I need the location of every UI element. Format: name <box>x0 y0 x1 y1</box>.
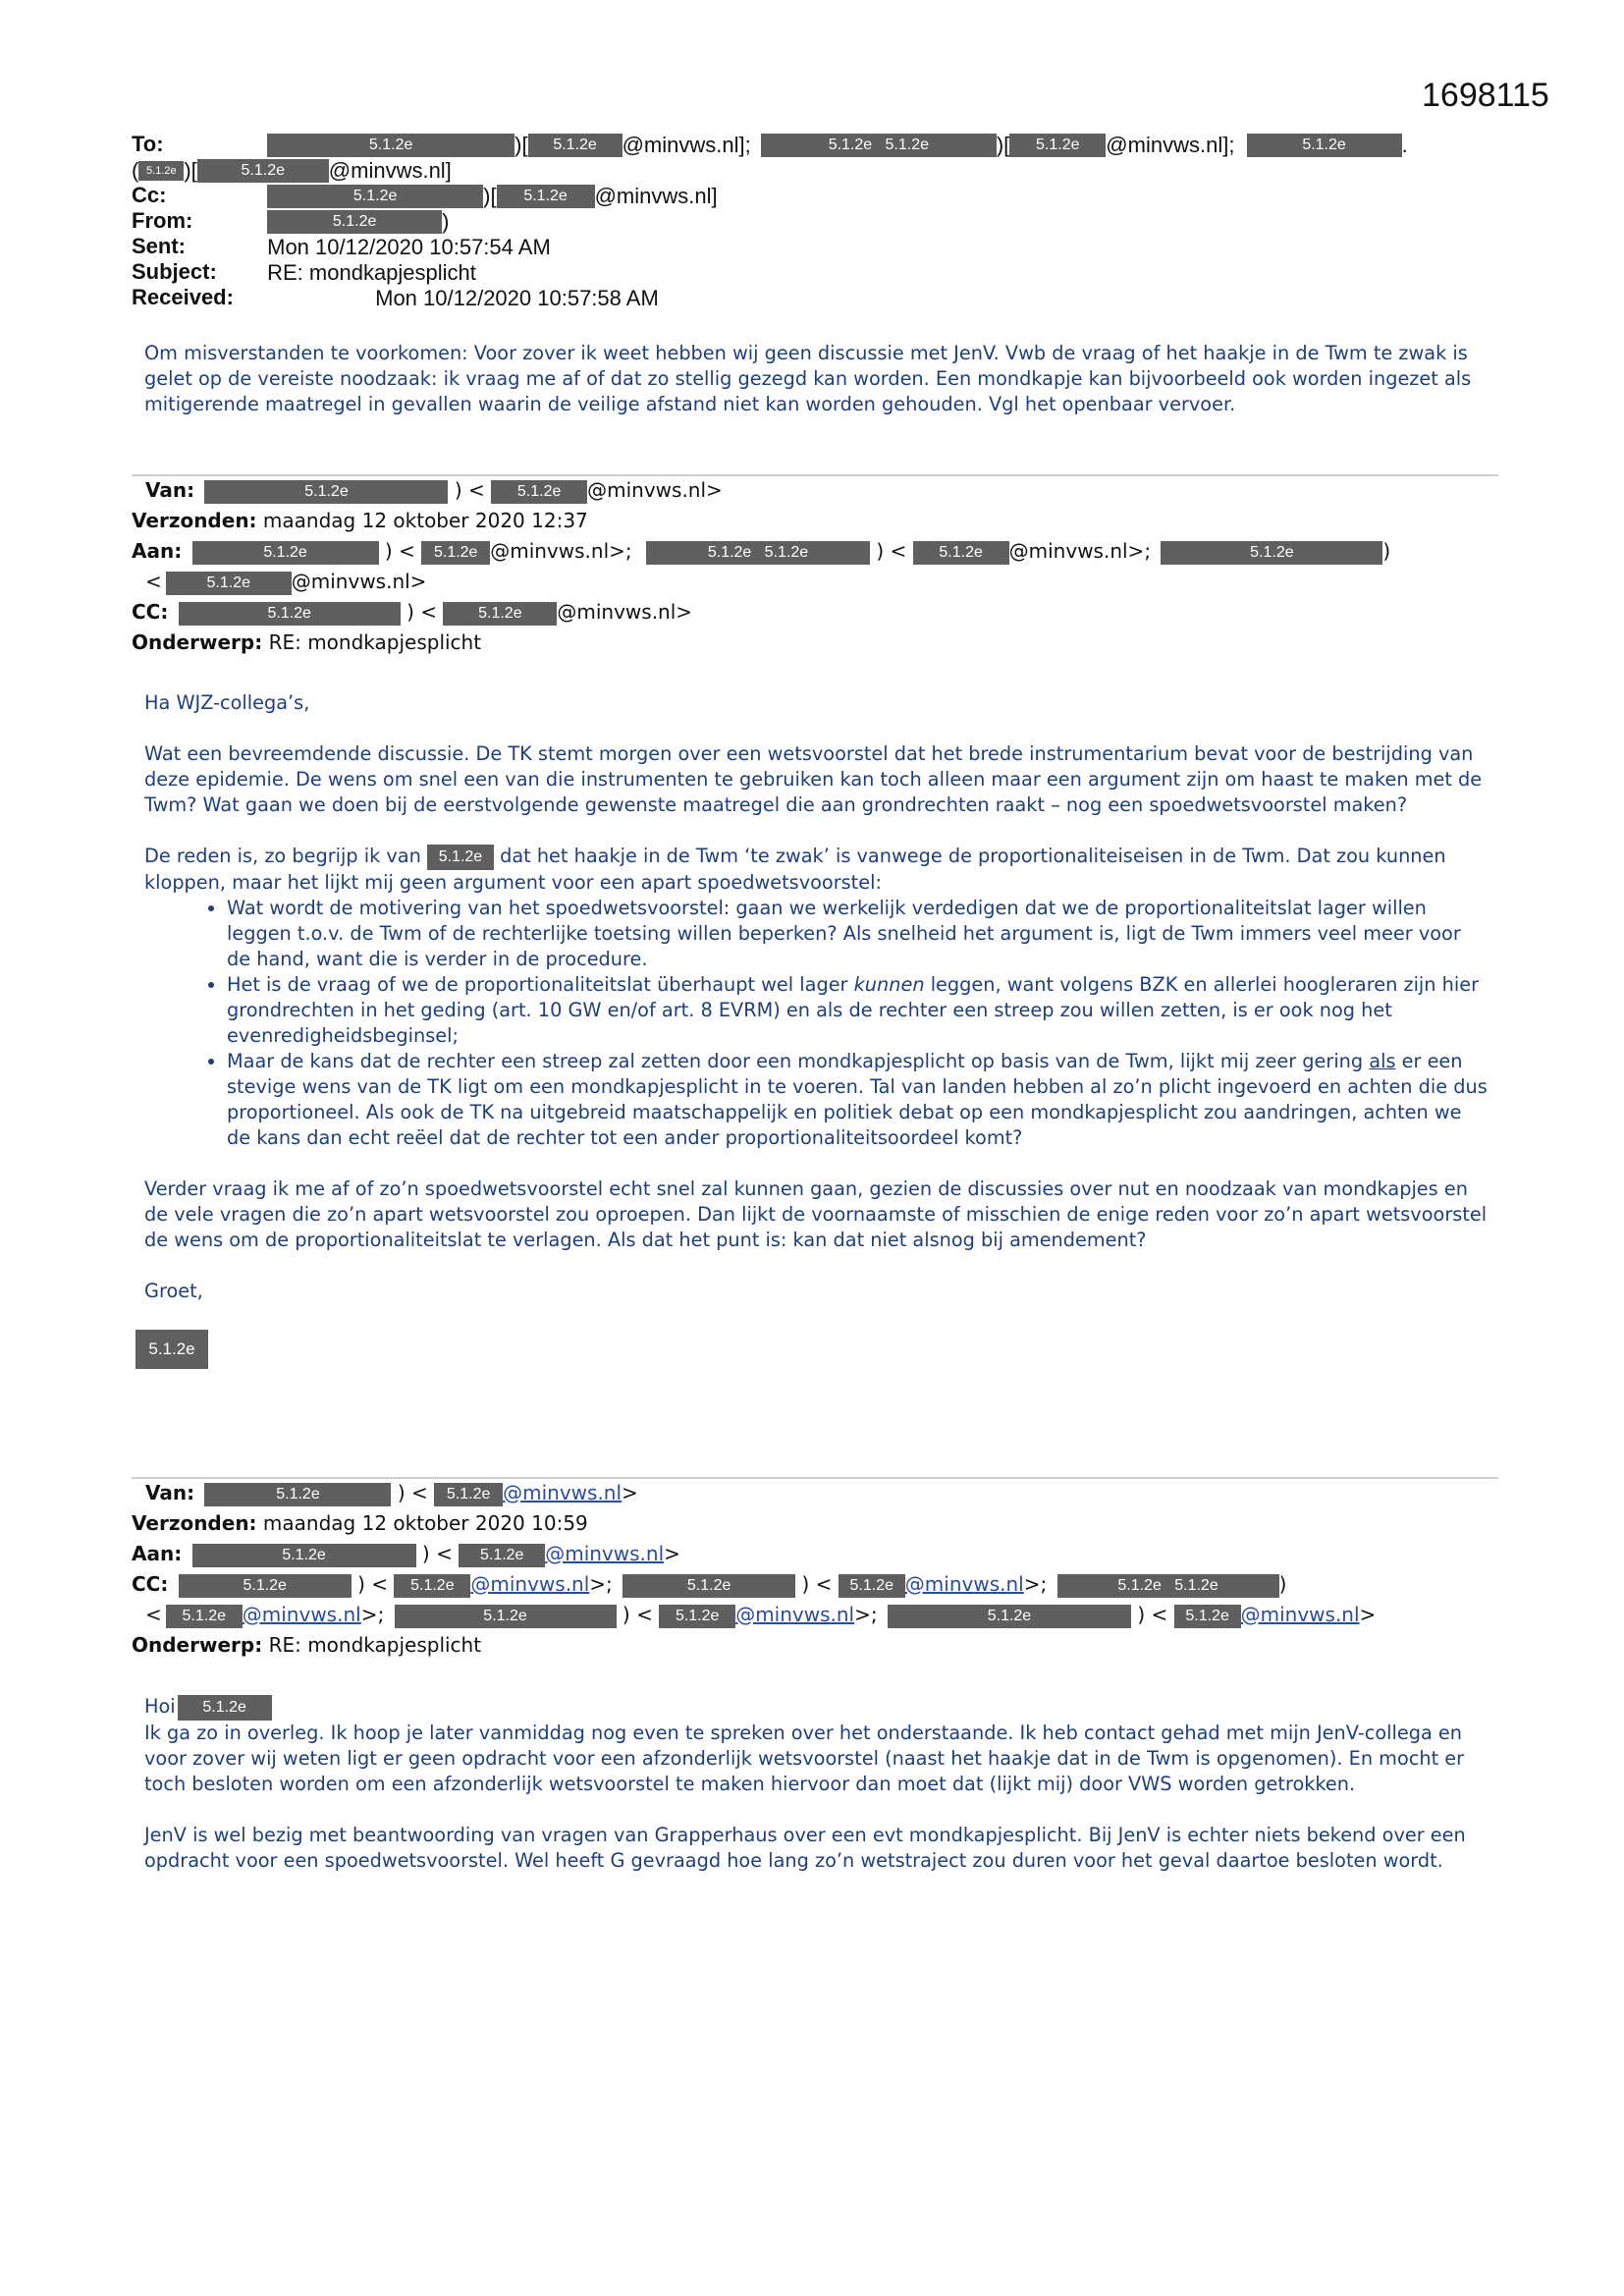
email-domain: @minvws.nl>; <box>490 539 632 563</box>
redaction: 5.1.2e <box>267 210 442 234</box>
redaction: 5.1.2e <box>394 1574 470 1598</box>
redaction: 5.1.2e <box>204 1483 391 1506</box>
email-domain: @minvws.nl]; <box>1106 133 1235 158</box>
bullet-list <box>144 896 1489 1151</box>
aan-line-2: < 5.1.2e @minvws.nl> <box>145 570 427 593</box>
redaction: 5.1.2e <box>497 185 595 208</box>
email-link[interactable]: @minvws.nl <box>545 1542 665 1565</box>
email-domain: @minvws.nl]; <box>622 133 751 158</box>
cc-label: CC: <box>132 600 169 624</box>
onderwerp-label: Onderwerp: <box>132 1633 263 1657</box>
email-link[interactable]: @minvws.nl <box>904 1572 1024 1596</box>
redaction: 5.1.2e <box>1174 1605 1241 1628</box>
aan-label: Aan: <box>132 1542 183 1565</box>
onderwerp-value: RE: mondkapjesplicht <box>268 630 482 654</box>
cc-label: CC: <box>132 1572 169 1596</box>
email-link[interactable]: @minvws.nl <box>1240 1603 1360 1626</box>
van-line: Van: 5.1.2e ) < 5.1.2e @minvws.nl> <box>145 1481 638 1504</box>
message-3-body <box>144 1694 1489 1874</box>
paragraph-2: JenV is wel bezig met beantwoording van vragen van Grapperhaus over een evt mondkapjesplicht. Bij JenV is echter niets bekend over een opdracht voor een spoedwetsvoorstel. Wel heeft G gevraagd hoe lang zo’n wetstraject zou duren voor het geval daartoe besloten wordt. <box>144 1823 1466 1872</box>
paragraph-1: Ik ga zo in overleg. Ik hoop je later vanmiddag nog even te spreken over het onderstaande. Ik heb contact gehad met mijn JenV-collega en voor zover wij weten ligt er geen opdracht voor een afzonderlijk wetsvoorstel (naast het haakje dat in de Twm is opgenomen). En mocht er toch besloten worden om een afzonderlijk wetsvoorstel te maken hiervoor dan moet dat (lijkt mij) door VWS worden getrokken. <box>144 1721 1465 1795</box>
verzonden-value: maandag 12 oktober 2020 10:59 <box>262 1511 588 1535</box>
sent-line <box>132 234 1408 259</box>
redaction: 5.1.2e <box>528 134 623 157</box>
received-line <box>132 285 1408 310</box>
redaction: 5.1.2e <box>179 602 401 626</box>
email-domain: @minvws.nl] <box>594 184 718 209</box>
message-1-body: Om misverstanden te voorkomen: Voor zover ik weet hebben wij geen discussie met JenV. Vwb de vraag of het haakje in de Twm te zwak is gelet op de vereiste noodzaak: ik vraag me af of dat zo stellig gezegd kan worden. Een mondkapje kan bijvoorbeeld ook worden ingezet als mitigerende maatregel in gevallen waarin de veilige afstand niet kan worden gehouden. Vgl het openbaar vervoer. <box>144 342 1472 415</box>
to-label: To: <box>132 132 164 156</box>
redaction: 5.1.2e <box>267 185 483 208</box>
received-label: Received: <box>132 285 234 309</box>
redaction: 5.1.2e <box>659 1605 735 1628</box>
aan-line: Aan: 5.1.2e ) < 5.1.2e @minvws.nl>; 5.1.2e 5.1.2e ) < 5.1.2e @minvws.nl>; 5.1.2e ) <box>132 539 1391 563</box>
subject-line <box>132 259 1408 285</box>
to-line: To: 5.1.2e )[ 5.1.2e @minvws.nl]; 5.1.2e 5.1.2e )[ 5.1.2e @minvws.nl]; 5.1.2e . <box>132 132 1408 158</box>
redaction: 5.1.2e <box>1009 134 1106 157</box>
onderwerp-line <box>132 628 1506 658</box>
redaction: 5.1.2e <box>1161 541 1382 565</box>
redaction: 5.1.2e <box>166 572 292 595</box>
paragraph-3: Verder vraag ik me af of zo’n spoedwetsvoorstel echt snel zal kunnen gaan, gezien de discussies over nut en noodzaak van mondkapjes en de vele vragen die zo’n apart wetsvoorstel zou oproepen. Dan lijkt de voornaamste of misschien de enige reden voor zo’n apart wetsvoorstel de wens om de proportionaliteitslat te verlagen. Als dat het punt is: kan dat niet alsnog bij amendement? <box>144 1176 1488 1251</box>
cc-line-2: < 5.1.2e @minvws.nl>; 5.1.2e ) < 5.1.2e @minvws.nl>; 5.1.2e ) < 5.1.2e @minvws.nl> <box>145 1603 1377 1626</box>
received-value: Mon 10/12/2020 10:57:58 AM <box>375 286 659 311</box>
email-link[interactable]: @minvws.nl <box>470 1572 590 1596</box>
message-3-header <box>132 1478 1506 1661</box>
redaction: 5.1.2e <box>839 1574 905 1598</box>
document-id: 1698115 <box>1422 77 1549 114</box>
paragraph-1: Wat een bevreemdende discussie. De TK stemt morgen over een wetsvoorstel dat het brede instrumentarium bevat voor de bestrijding van deze epidemie. De wens om snel een van die instrumenten te gebruiken kan toch alleen maar een argument zijn om haast te maken met de Twm? Wat gaan we doen bij de eerstvolgende gewenste maatregel die aan grondrechten raakt – nog een spoedwetsvoorstel maken? <box>144 742 1483 816</box>
redaction: 5.1.2e <box>491 480 587 504</box>
from-label: From: <box>132 208 193 233</box>
list-item: • Maar de kans dat de rechter een streep zal zetten door een mondkapjesplicht op basis van de Twm, lijkt mij zeer gering als er een stevige wens van de TK ligt om een mondkapjesplicht in te voeren. Tal van landen hebben al zo’n plicht ingevoerd en achten die dus proportioneel. Als ook de TK na uitgebreid maatschappelijk en politiek debat op een mondkapjesplicht zou aandringen, achten we de kans dan echt reëel dat de rechter tot een ander proportionaliteitsoordeel komt? <box>227 1049 1489 1151</box>
sent-label: Sent: <box>132 234 186 258</box>
subject-label: Subject: <box>132 259 217 284</box>
redaction: 5.1.2e 5.1.2e <box>646 541 870 565</box>
verzonden-label: Verzonden: <box>132 509 257 532</box>
from-line: From: 5.1.2e ) <box>132 208 450 235</box>
redaction: 5.1.2e <box>434 1483 503 1506</box>
redaction: 5.1.2e <box>459 1544 545 1567</box>
redaction: 5.1.2e <box>166 1605 243 1628</box>
redaction: 5.1.2e <box>395 1605 617 1628</box>
verzonden-line <box>132 506 1506 536</box>
verzonden-value: maandag 12 oktober 2020 12:37 <box>262 509 588 532</box>
cc-line: Cc: 5.1.2e )[ 5.1.2e @minvws.nl] <box>132 183 718 209</box>
redaction: 5.1.2e <box>888 1605 1131 1628</box>
list-item: • Het is de vraag of we de proportionaliteitslat überhaupt wel lager kunnen leggen, want volgens BZK en allerlei hoogleraren zijn hier grondrechten in het geding (art. 10 GW en/of art. 8 EVRM) en als de rechter een streep zou willen zetten, is er ook nog het evenredigheidsbeginsel; <box>227 972 1489 1049</box>
redaction: 5.1.2e <box>427 845 494 870</box>
verzonden-line <box>132 1508 1506 1539</box>
van-label: Van: <box>145 478 195 502</box>
redaction: 5.1.2e <box>197 159 329 183</box>
email-link[interactable]: @minvws.nl <box>735 1603 855 1626</box>
van-label: Van: <box>145 1481 195 1504</box>
redaction: 5.1.2e <box>1247 134 1402 157</box>
cc-line: CC: 5.1.2e ) < 5.1.2e @minvws.nl> <box>132 600 693 624</box>
redaction: 5.1.2e <box>179 1574 352 1598</box>
redaction: 5.1.2e <box>192 541 379 565</box>
aan-label: Aan: <box>132 539 183 563</box>
closing: Groet, <box>144 1279 203 1302</box>
sent-value: Mon 10/12/2020 10:57:54 AM <box>267 235 551 260</box>
redaction: 5.1.2e <box>178 1695 272 1721</box>
cc-label: Cc: <box>132 183 167 207</box>
redaction: 5.1.2e <box>443 602 557 626</box>
redaction: 5.1.2e <box>192 1544 416 1567</box>
aan-line: Aan: 5.1.2e ) < 5.1.2e @minvws.nl> <box>132 1542 680 1565</box>
onderwerp-label: Onderwerp: <box>132 630 263 654</box>
email-link[interactable]: @minvws.nl <box>503 1481 623 1504</box>
redaction: 5.1.2e <box>623 1574 795 1598</box>
email-domain: @minvws.nl> <box>587 478 723 502</box>
paragraph-2: De reden is, zo begrijp ik van 5.1.2e dat het haakje in de Twm ‘te zwak’ is vanwege de proportionaliteiseisen in de Twm. Dat zou kunnen kloppen, maar het lijkt mij geen argument voor een apart spoedwetsvoorstel: <box>144 845 1446 894</box>
cc-line: CC: 5.1.2e ) < 5.1.2e @minvws.nl>; 5.1.2e ) < 5.1.2e @minvws.nl>; 5.1.2e 5.1.2e ) <box>132 1572 1287 1596</box>
redaction: 5.1.2e <box>204 480 448 504</box>
email-domain: @minvws.nl> <box>291 570 427 593</box>
redaction: 5.1.2e 5.1.2e <box>1057 1574 1279 1598</box>
message-2-body <box>144 690 1489 1369</box>
salutation: Hoi 5.1.2e <box>144 1694 1489 1721</box>
email-link[interactable]: @minvws.nl <box>242 1603 361 1626</box>
greeting: Ha WJZ-collega’s, <box>144 691 310 714</box>
email-domain: @minvws.nl] <box>328 158 452 184</box>
redaction: 5.1.2e <box>913 541 1009 565</box>
onderwerp-value: RE: mondkapjesplicht <box>268 1633 482 1657</box>
redaction: 5.1.2e <box>138 161 184 181</box>
redaction: 5.1.2e <box>421 541 490 565</box>
outlook-header <box>132 132 1408 310</box>
redaction: 5.1.2e <box>267 134 514 157</box>
email-domain: @minvws.nl>; <box>1008 539 1152 563</box>
redaction: 5.1.2e 5.1.2e <box>761 134 997 157</box>
message-2-header <box>132 475 1506 658</box>
subject-value: RE: mondkapjesplicht <box>267 260 476 286</box>
signature-redaction: 5.1.2e <box>135 1330 208 1369</box>
email-domain: @minvws.nl> <box>557 600 693 624</box>
van-line: Van: 5.1.2e ) < 5.1.2e @minvws.nl> <box>145 478 723 502</box>
verzonden-label: Verzonden: <box>132 1511 257 1535</box>
list-item: • Wat wordt de motivering van het spoedwetsvoorstel: gaan we werkelijk verdedigen dat we de proportionaliteitslat lager willen leggen t.o.v. de Twm of de rechterlijke toetsing willen beperken? Als snelheid het argument is, ligt de Twm immers veel meer voor de hand, want die is verder in de procedure. <box>227 896 1489 972</box>
onderwerp-line <box>132 1630 1506 1661</box>
to-line-2: ( 5.1.2e )[ 5.1.2e @minvws.nl] <box>132 158 452 184</box>
